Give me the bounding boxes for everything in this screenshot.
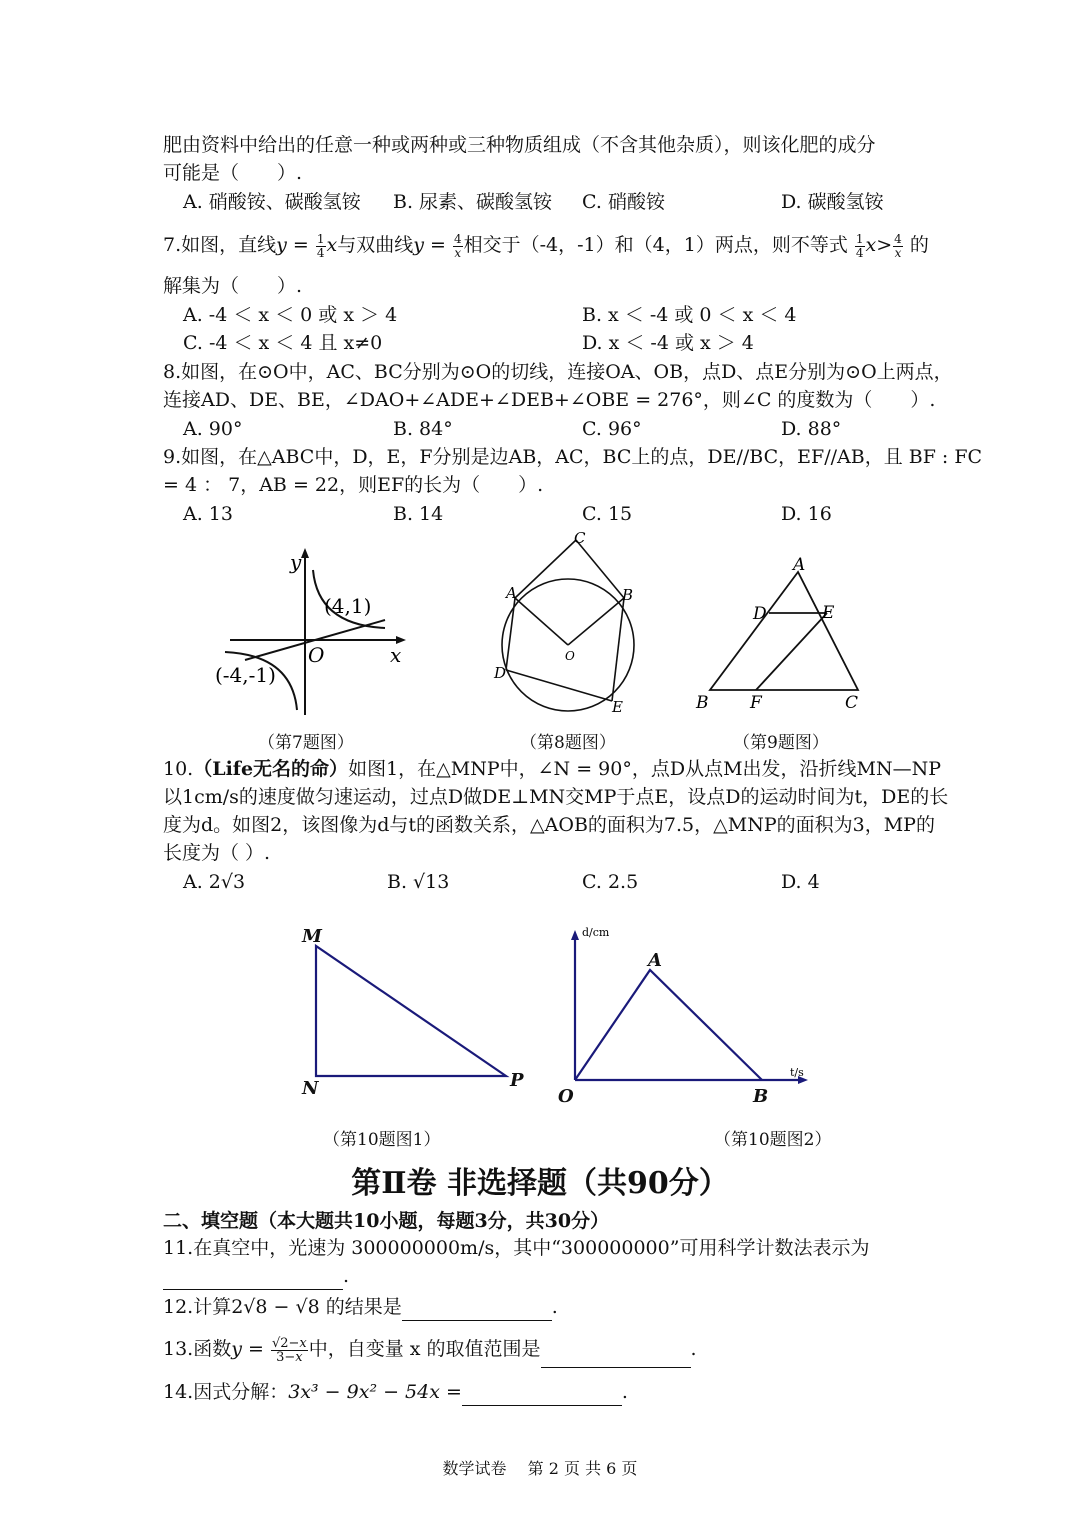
figure-8 xyxy=(488,530,648,720)
q8-option-a: A. 90° xyxy=(183,418,243,440)
q9-option-b: B. 14 xyxy=(393,503,444,525)
q10-option-b: B. √13 xyxy=(387,871,450,893)
q10-line1: 10.（Life无名的命）如图1，在△MNP中，∠N = 90°，点D从点M出发，沿折线MN—NP xyxy=(163,758,942,780)
fig9-caption: （第9题图） xyxy=(733,733,829,753)
fig10b-label-a: A xyxy=(648,950,662,971)
q7-option-b: B. x ＜ -4 或 0 ＜ x ＜ 4 xyxy=(582,304,797,326)
q6-line2: 可能是（ ）. xyxy=(163,162,303,184)
fig10a-label-m: M xyxy=(302,926,322,947)
fig10a-label-n: N xyxy=(302,1078,319,1098)
q9-line1: 9.如图，在△ABC中，D，E，F分别是边AB，AC，BC上的点，DE//BC，EF//AB，且 BF : FC xyxy=(163,446,983,468)
q10-option-a: A. 2√3 xyxy=(183,871,246,893)
fig7-caption: （第7题图） xyxy=(258,733,354,753)
fig10b-label-o: O xyxy=(558,1086,574,1107)
fig8-label-b: B xyxy=(622,586,634,604)
q10-option-d: D. 4 xyxy=(781,871,820,893)
figure-10-2 xyxy=(550,918,820,1108)
q14-line: 14.因式分解：3x³ − 9x² − 54x = . xyxy=(163,1378,628,1406)
q7-option-d: D. x ＜ -4 或 x ＞ 4 xyxy=(582,332,754,354)
figure-9 xyxy=(690,552,870,717)
fig7-label-o: O xyxy=(308,643,325,667)
q9-option-d: D. 16 xyxy=(781,503,832,525)
fig9-label-d: D xyxy=(753,604,767,624)
q10-line2: 以1cm/s的速度做匀速运动，过点D做DE⊥MN交MP于点E，设点D的运动时间为t，DE的长 xyxy=(163,786,949,808)
q11-line1: 11.在真空中，光速为 300000000m/s，其中“300000000”可用科学计数法表示为 xyxy=(163,1237,870,1259)
q8-line1: 8.如图，在⊙O中，AC、BC分别为⊙O的切线，连接OA、OB，点D、点E分别为⊙O上两点， xyxy=(163,361,953,383)
q9-option-c: C. 15 xyxy=(582,503,633,525)
q8-option-d: D. 88° xyxy=(781,418,842,440)
fig10b-label-t: t/s xyxy=(790,1066,804,1079)
q6-option-a: A. 硝酸铵、碳酸氢铵 xyxy=(183,191,361,213)
fig8-caption: （第8题图） xyxy=(520,733,616,753)
fig10b-label-d: d/cm xyxy=(582,926,610,939)
section2-subheading: 二、填空题（本大题共10小题，每题3分，共30分） xyxy=(163,1210,610,1232)
fig8-label-d: D xyxy=(494,664,507,682)
fig10b-caption: （第10题图2） xyxy=(714,1130,832,1150)
q11-answer-blank[interactable] xyxy=(163,1271,343,1290)
q7-option-a: A. -4 ＜ x ＜ 0 或 x ＞ 4 xyxy=(183,304,398,326)
q6-option-d: D. 碳酸氢铵 xyxy=(781,191,884,213)
q7-option-c: C. -4 ＜ x ＜ 4 且 x≠0 xyxy=(183,332,383,354)
fig9-label-f: F xyxy=(750,693,762,713)
q6-option-c: C. 硝酸铵 xyxy=(582,191,665,213)
q9-line2: = 4 ： 7，AB = 22，则EF的长为（ ）. xyxy=(163,474,544,496)
fig9-label-a: A xyxy=(793,555,806,575)
q13-answer-blank[interactable] xyxy=(541,1349,691,1368)
q9-option-a: A. 13 xyxy=(183,503,233,525)
q7-line1: 7.如图，直线y = $\frac{1}{4}$ x与双曲线y = $\frac{4}{x}$ 相交于（-4，-1）和（4，1）两点，则不等式 $\frac{1}{4}$ x> $\frac{4}{x}$ 的 xyxy=(163,231,929,260)
fig10a-caption: （第10题图1） xyxy=(323,1130,441,1150)
q8-option-c: C. 96° xyxy=(582,418,642,440)
q8-line2: 连接AD、DE、BE，∠DAO+∠ADE+∠DEB+∠OBE = 276°，则∠C 的度数为（ ）. xyxy=(163,389,936,411)
fig7-point2: (-4,-1) xyxy=(215,663,276,687)
fig7-point1: (4,1) xyxy=(324,594,372,618)
q6-line1: 肥由资料中给出的任意一种或两种或三种物质组成（不含其他杂质），则该化肥的成分 xyxy=(163,134,876,156)
q13-line: 13.函数y = $\frac{√2-x}{3-x}$ 中，自变量 x 的取值范围是 . xyxy=(163,1330,697,1368)
fig8-label-a: A xyxy=(506,584,517,602)
fig8-label-e: E xyxy=(612,698,623,716)
q14-answer-blank[interactable] xyxy=(462,1387,622,1406)
q10-line3: 度为d。如图2，该图像为d与t的函数关系，△AOB的面积为7.5，△MNP的面积为3，MP的 xyxy=(163,814,935,836)
fig9-label-c: C xyxy=(845,693,859,713)
fig7-label-x: x xyxy=(390,643,402,667)
fig8-label-o: O xyxy=(565,649,575,663)
fig9-label-b: B xyxy=(696,693,709,713)
q10-option-c: C. 2.5 xyxy=(582,871,639,893)
q6-option-b: B. 尿素、碳酸氢铵 xyxy=(393,191,553,213)
fig10a-label-p: P xyxy=(510,1070,524,1091)
fig10b-label-b: B xyxy=(753,1086,769,1107)
figure-10-1 xyxy=(296,918,536,1098)
fig9-label-e: E xyxy=(822,603,835,623)
q11-line2: . xyxy=(163,1262,349,1290)
page-footer: 数学试卷 第 2 页 共 6 页 xyxy=(442,1459,638,1478)
q10-line4: 长度为（ ）. xyxy=(163,842,271,864)
q12-answer-blank[interactable] xyxy=(402,1302,552,1321)
figure-7 xyxy=(210,545,410,720)
q7-line2: 解集为（ ）. xyxy=(163,275,303,297)
fig8-label-c: C xyxy=(574,530,586,547)
q8-option-b: B. 84° xyxy=(393,418,453,440)
fig7-label-y: y xyxy=(290,550,302,574)
q12-line: 12.计算2√8 − √8 的结果是 . xyxy=(163,1293,558,1321)
section2-heading: 第Ⅱ卷 非选择题（共90分） xyxy=(351,1166,729,1201)
